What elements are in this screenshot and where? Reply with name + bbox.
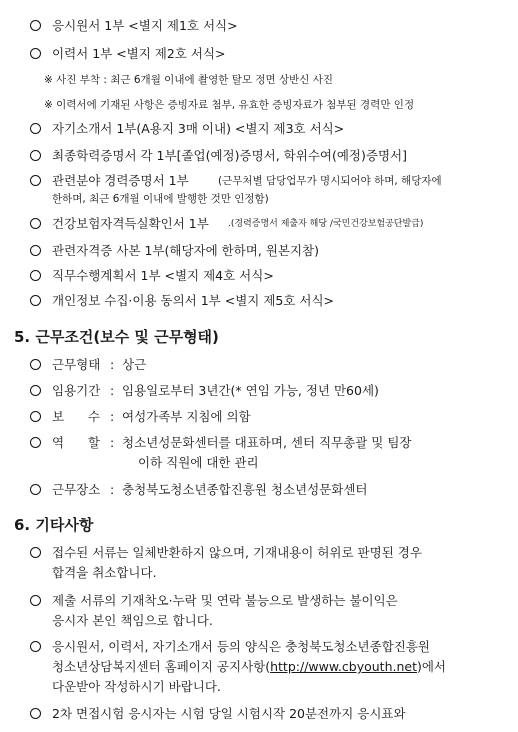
colon: :: [110, 357, 115, 372]
list-item-text: 직무수행계획서 1부 <별지 제4호 서식>: [52, 268, 274, 283]
circle-bullet-icon: [30, 150, 41, 161]
item-label: 임용기간: [52, 383, 101, 398]
colon: :: [110, 409, 115, 424]
colon: :: [110, 435, 115, 450]
circle-bullet-icon: [30, 595, 41, 606]
circle-bullet-icon: [30, 123, 41, 134]
colon: :: [110, 383, 115, 398]
item-value: 상근: [122, 357, 147, 372]
circle-bullet-icon: [30, 295, 41, 306]
list-item-text: 최종학력증명서 각 1부[졸업(예정)증명서, 학위수여(예정)증명서]: [52, 148, 407, 163]
circle-bullet-icon: [30, 245, 41, 256]
circle-bullet-icon: [30, 175, 41, 186]
list-item-text: 개인정보 수집·이용 동의서 1부 <별지 제5호 서식>: [52, 293, 335, 308]
colon: :: [110, 482, 115, 497]
item-label: 근무장소: [52, 482, 101, 497]
circle-bullet-icon: [30, 48, 41, 59]
list-item-text: 관련분야 경력증명서 1부: [52, 173, 189, 188]
item-label: 보 수: [52, 409, 100, 424]
list-item-text: 관련자격증 사본 1부(해당자에 한하며, 원본지참): [52, 243, 319, 258]
circle-bullet-icon: [30, 641, 41, 652]
list-item-text: 응시원서 1부 <별지 제1호 서식>: [52, 18, 238, 33]
circle-bullet-icon: [30, 484, 41, 495]
circle-bullet-icon: [30, 547, 41, 558]
list-item-text: 자기소개서 1부(A용지 3매 이내) <별지 제3호 서식>: [52, 121, 345, 136]
item-value: 충청북도청소년종합진흥원 청소년성문화센터: [122, 482, 368, 497]
circle-bullet-icon: [30, 385, 41, 396]
homepage-link[interactable]: http://www.cbyouth.net: [270, 659, 417, 674]
item-label: 역 할: [52, 435, 100, 450]
circle-bullet-icon: [30, 218, 41, 229]
list-item-text: 이력서 1부 <별지 제2호 서식>: [52, 46, 226, 61]
list-item-text: 건강보험자격득실확인서 1부: [52, 216, 209, 231]
item-value: 임용일로부터 3년간(* 연임 가능, 정년 만60세): [122, 383, 379, 398]
circle-bullet-icon: [30, 270, 41, 281]
circle-bullet-icon: [30, 359, 41, 370]
list-item-note: (근무처별 담당업무가 명시되어야 하며, 해당자에: [218, 175, 442, 187]
item-value: 여성가족부 지침에 의함: [122, 409, 251, 424]
item-label: 근무형태: [52, 357, 101, 372]
circle-bullet-icon: [30, 411, 41, 422]
circle-bullet-icon: [30, 708, 41, 719]
circle-bullet-icon: [30, 20, 41, 31]
list-item-note: .(경력증명서 제출자 해당 /국민건강보험공단발급): [228, 219, 424, 229]
item-value: 청소년성문화센터를 대표하며, 센터 직무총괄 및 팀장: [122, 435, 412, 450]
circle-bullet-icon: [30, 437, 41, 448]
